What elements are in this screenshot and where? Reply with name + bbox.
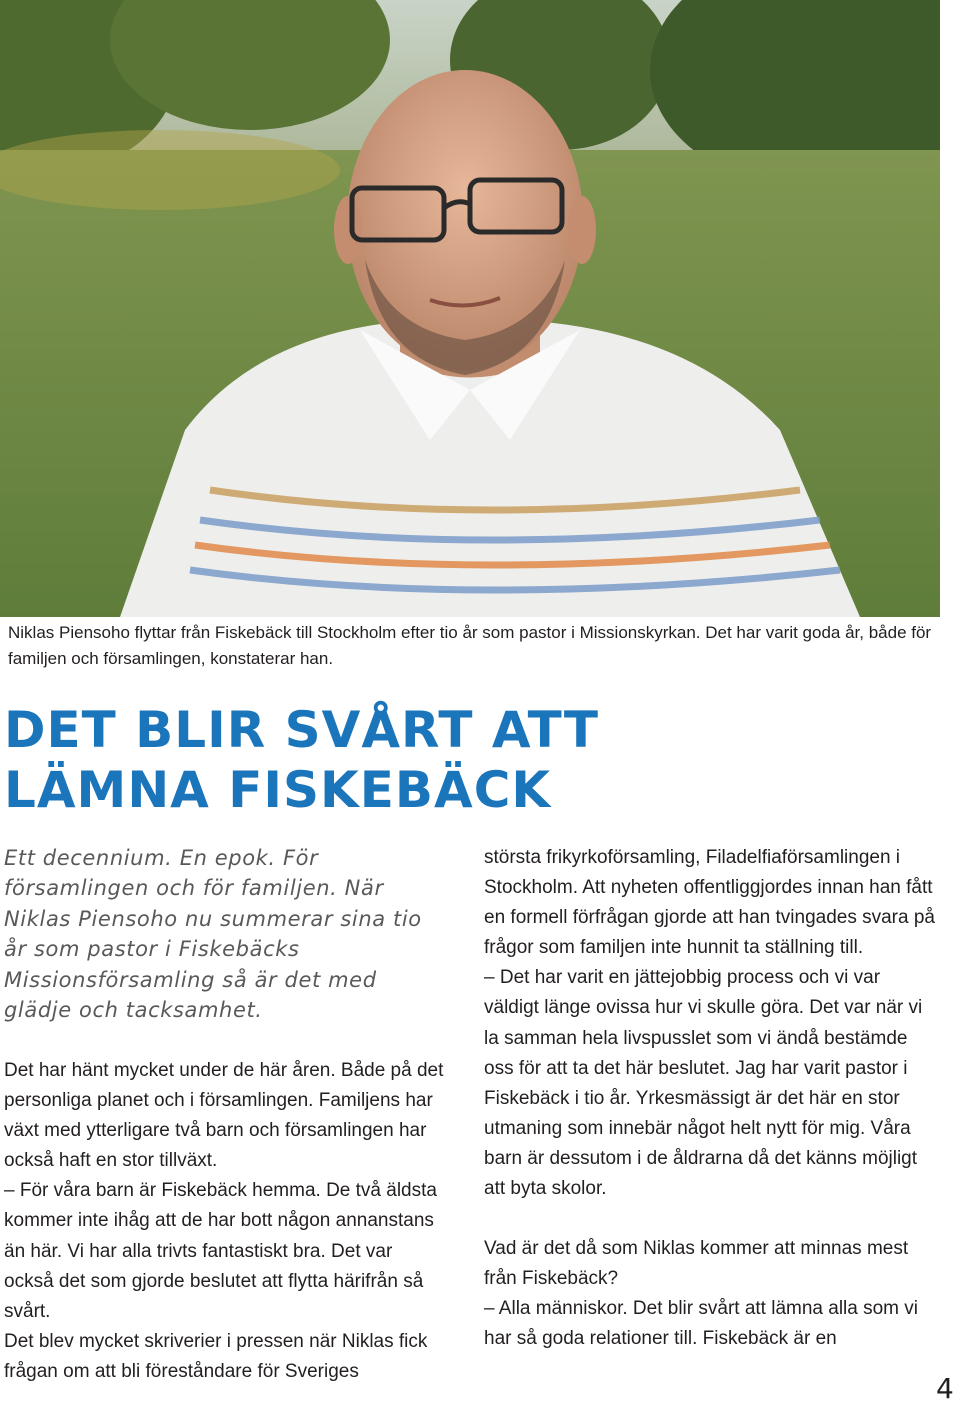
headline-line-2: LÄMNA FISKEBÄCK <box>4 761 552 819</box>
paragraph: – Det har varit en jättejobbig process och vi var väldigt länge ovissa hur vi skulle göra. Det var när vi la samman hela livspusslet som vi ändå bestämde oss för att ta det här beslutet. Jag har varit pastor i Fiskebäck i tio år. Yrkesmässigt är det här en stor utmaning som innebär något helt nytt för mig. Våra barn är dessutom i de åldrarna då det känns möjligt att byta skolor. <box>484 967 923 1200</box>
photo-caption: Niklas Piensoho flyttar från Fiskebäck till Stockholm efter tio år som pastor i Missionskyrkan. Det har varit goda år, både för familjen och församlingen, konstaterar han. <box>8 623 932 668</box>
body-column-right <box>484 843 940 1355</box>
portrait-photo <box>0 0 940 617</box>
question-paragraph: Vad är det då som Niklas kommer att minnas mest från Fiskebäck? <box>484 1238 909 1290</box>
paragraph: – För våra barn är Fiskebäck hemma. De två äldsta kommer inte ihåg att de har bott någon annanstans än här. Vi har alla trivts fantastiskt bra. Det var också det som gjorde beslutet att flytta härifrån så svårt. <box>4 1180 437 1322</box>
paragraph: Det har hänt mycket under de här åren. Både på det personliga planet och i församlingen. Familjens har växt med ytterligare två barn och församlingen har också haft en stor tillväxt. <box>4 1060 444 1172</box>
portrait-illustration <box>0 0 940 617</box>
body-column-left <box>4 1056 444 1387</box>
headline-line-1: DET BLIR SVÅRT ATT <box>4 701 600 759</box>
article-headline <box>4 700 944 820</box>
paragraph: – Alla människor. Det blir svårt att lämna alla som vi har så goda relationer till. Fiskebäck är en <box>484 1298 919 1350</box>
article-lead: Ett decennium. En epok. För församlingen och för familjen. När Niklas Piensoho nu summerar sina tio år som pastor i Fiskebäcks Missionsförsamling så är det med glädje och tacksamhet. <box>4 846 422 1023</box>
paragraph: största frikyrkoförsamling, Filadelfiaförsamlingen i Stockholm. Att nyheten offentliggjordes innan han fått en formell förfrågan gjorde att han tvingades svara på frågor som familjen inte hunnit ta ställning till. <box>484 847 935 959</box>
page-number: 4 <box>936 1372 954 1405</box>
paragraph: Det blev mycket skriverier i pressen när Niklas fick frågan om att bli föreståndare för Sveriges <box>4 1330 428 1382</box>
